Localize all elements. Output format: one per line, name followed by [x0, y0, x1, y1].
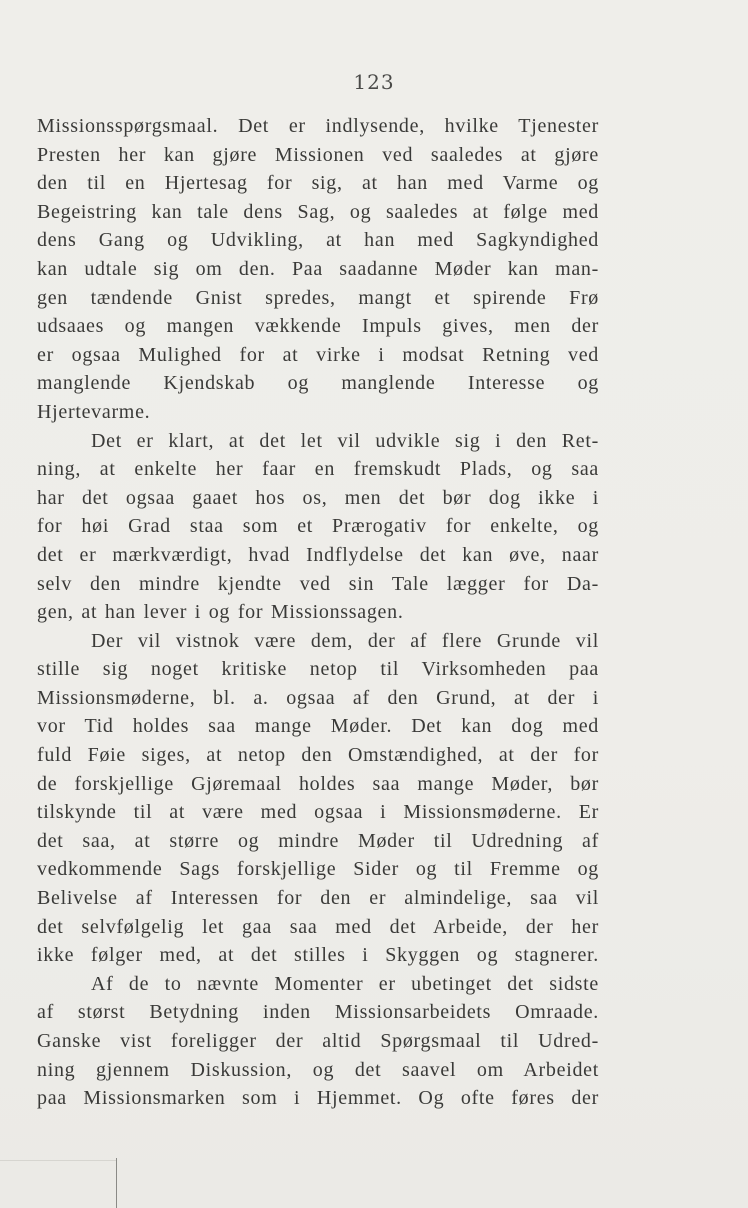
- text-line: det saa, at større og mindre Møder til Udredning af: [37, 829, 599, 852]
- text-line: det selvfølgelig let gaa saa med det Arbeide, der her: [37, 915, 599, 938]
- text-line: for høi Grad staa som et Prærogativ for enkelte, og: [37, 515, 599, 538]
- text-line: Hjertevarme.: [37, 400, 151, 423]
- text-line: udsaaes og mangen vækkende Impuls gives, men der: [37, 315, 599, 338]
- text-line: gen tændende Gnist spredes, mangt et spirende Frø: [37, 286, 599, 309]
- text-line: er ogsaa Mulighed for at virke i modsat Retning ved: [37, 343, 599, 366]
- text-line: ikke følger med, at det stilles i Skyggen og stagnerer.: [37, 944, 599, 967]
- text-line: Belivelse af Interessen for den er almindelige, saa vil: [37, 887, 599, 910]
- text-line: fuld Føie siges, at netop den Omstændighed, at der for: [37, 744, 599, 767]
- text-line: af størst Betydning inden Missionsarbeidets Omraade.: [37, 1001, 599, 1024]
- text-line: ning, at enkelte her faar en fremskudt Plads, og saa: [37, 458, 599, 481]
- body-text: [37, 112, 599, 1113]
- text-line: selv den mindre kjendte ved sin Tale lægger for Da-: [37, 572, 599, 595]
- scan-margin-line: [0, 1160, 117, 1161]
- text-line: Af de to nævnte Momenter er ubetinget det sidste: [91, 972, 599, 995]
- text-line: dens Gang og Udvikling, at han med Sagkyndighed: [37, 229, 599, 252]
- text-line: Det er klart, at det let vil udvikle sig i den Ret-: [91, 429, 599, 452]
- page-number: 123: [353, 70, 395, 94]
- text-line: ning gjennem Diskussion, og det saavel om Arbeidet: [37, 1058, 599, 1081]
- text-line: har det ogsaa gaaet hos os, men det bør dog ikke i: [37, 486, 599, 509]
- text-line: stille sig noget kritiske netop til Virksomheden paa: [37, 658, 599, 681]
- text-line: manglende Kjendskab og manglende Interesse og: [37, 372, 599, 395]
- text-line: vedkommende Sags forskjellige Sider og til Fremme og: [37, 858, 599, 881]
- text-line: gen, at han lever i og for Missionssagen.: [37, 601, 404, 624]
- text-line: de forskjellige Gjøremaal holdes saa mange Møder, bør: [37, 772, 599, 795]
- text-line: kan udtale sig om den. Paa saadanne Møder kan man-: [37, 257, 599, 280]
- text-line: tilskynde til at være med ogsaa i Missionsmøderne. Er: [37, 801, 599, 824]
- text-line: Missionsspørgsmaal. Det er indlysende, hvilke Tjenester: [37, 115, 599, 137]
- text-line: Begeistring kan tale dens Sag, og saaledes at følge med: [37, 200, 599, 223]
- text-line: Presten her kan gjøre Missionen ved saaledes at gjøre: [37, 143, 599, 166]
- text-line: Ganske vist foreligger der altid Spørgsmaal til Udred-: [37, 1030, 599, 1052]
- scan-margin-mark: [116, 1158, 117, 1208]
- text-line: paa Missionsmarken som i Hjemmet. Og ofte føres der: [37, 1087, 599, 1110]
- text-line: vor Tid holdes saa mange Møder. Det kan dog med: [37, 715, 599, 738]
- text-line: Der vil vistnok være dem, der af flere Grunde vil: [91, 629, 599, 652]
- text-line: det er mærkværdigt, hvad Indflydelse det kan øve, naar: [37, 543, 599, 566]
- text-line: Missionsmøderne, bl. a. ogsaa af den Grund, at der i: [37, 686, 599, 709]
- text-line: den til en Hjertesag for sig, at han med Varme og: [37, 172, 599, 195]
